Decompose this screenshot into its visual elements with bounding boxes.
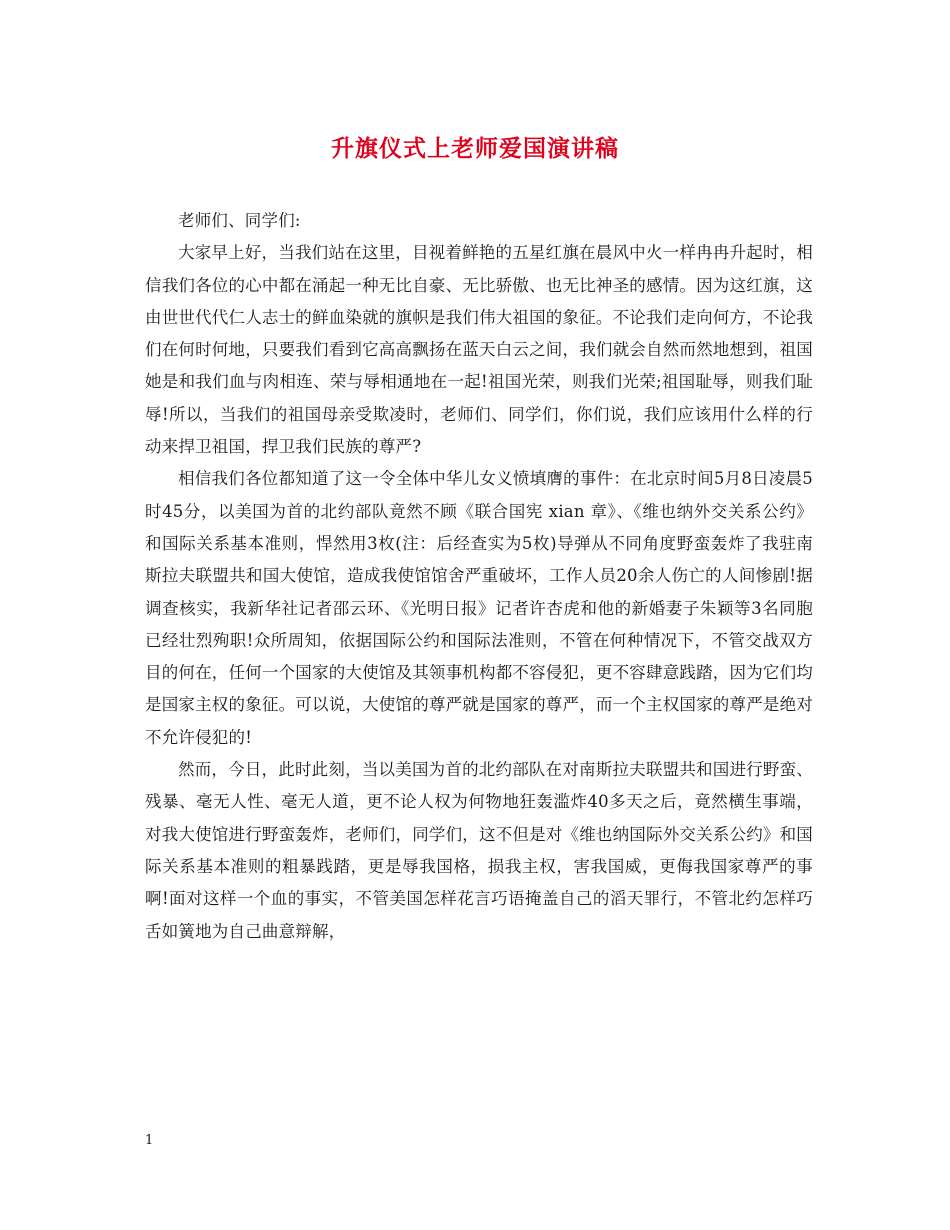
body-paragraph: 相信我们各位都知道了这一令全体中华儿女义愤填膺的事件：在北京时间5月8日凌晨5时45分，以美国为首的北约部队竟然不顾《联合国宪 xian 章》、《维也纳外交关系公约》和国际关系基本准则，悍然用3枚(注：后经查实为5枚)导弹从不同角度野蛮轰炸了我驻南斯拉夫联盟共和国大使馆，造成我使馆馆舍严重破坏，工作人员20余人伤亡的人间惨剧!据调查核实，我新华社记者邵云环、《光明日报》记者许杏虎和他的新婚妻子朱颖等3名同胞已经壮烈殉职!众所周知，依据国际公约和国际法准则，不管在何种情况下，不管交战双方目的何在，任何一个国家的大使馆及其领事机构都不容侵犯，更不容肆意践踏，因为它们均是国家主权的象征。可以说，大使馆的尊严就是国家的尊严，而一个主权国家的尊严是绝对不允许侵犯的! xyxy=(145,469,813,747)
body-paragraph: 然而，今日，此时此刻，当以美国为首的北约部队在对南斯拉夫联盟共和国进行野蛮、残暴、毫无人性、毫无人道，更不论人权为何物地狂轰滥炸40多天之后，竟然横生事端，对我大使馆进行野蛮轰炸，老师们，同学们，这不但是对《维也纳国际外交关系公约》和国际关系基本准则的粗暴践踏，更是辱我国格，损我主权，害我国威，更侮我国家尊严的事啊!面对这样一个血的事实，不管美国怎样花言巧语掩盖自己的滔天罪行，不管北约怎样巧舌如簧地为自己曲意辩解， xyxy=(145,760,813,941)
document-title: 升旗仪式上老师爱国演讲稿 xyxy=(331,136,619,162)
document-body xyxy=(145,205,813,948)
page-number: 1 xyxy=(145,1133,154,1148)
salutation-paragraph: 老师们、同学们: xyxy=(178,211,301,230)
body-paragraph: 大家早上好，当我们站在这里，目视着鲜艳的五星红旗在晨风中火一样冉冉升起时，相信我们各位的心中都在涌起一种无比自豪、无比骄傲、也无比神圣的感情。因为这红旗，这由世世代代仁人志士的鲜血染就的旗帜是我们伟大祖国的象征。不论我们走向何方，不论我们在何时何地，只要我们看到它高高飘扬在蓝天白云之间，我们就会自然而然地想到，祖国她是和我们血与肉相连、荣与辱相通地在一起!祖国光荣，则我们光荣;祖国耻辱，则我们耻辱!所以，当我们的祖国母亲受欺凌时，老师们、同学们，你们说，我们应该用什么样的行动来捍卫祖国，捍卫我们民族的尊严? xyxy=(145,243,813,457)
